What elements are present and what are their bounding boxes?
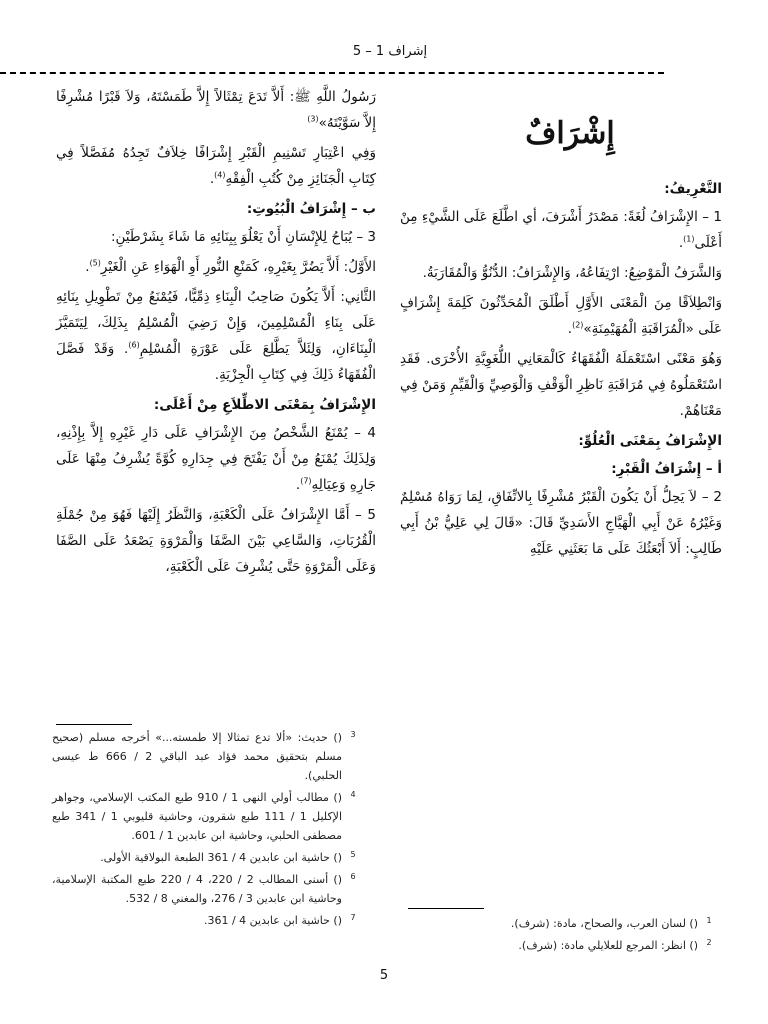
- footnote-ref-6[interactable]: (6): [128, 340, 140, 350]
- footnote-ref-5[interactable]: (5): [89, 258, 101, 268]
- footnote-item: 7 () حاشية ابن عابدين 4 / 361.: [203, 913, 356, 927]
- heading-height-meaning: الإِشْرَافُ بِمَعْنَى الْعُلُوِّ:: [578, 433, 722, 449]
- heading-grave: أ – إِشْرَافُ الْقَبْرِ:: [611, 461, 722, 477]
- paragraph-first-condition: الأَوَّلُ: أَلاَّ يَضُرَّ بِغَيْرِهِ، كَمَنْعِ النُّورِ أَوِ الْهَوَاءِ عَنِ الْغَيْرِ$^{(5)}$.: [85, 258, 376, 275]
- footnote-ref-4[interactable]: (4): [214, 170, 226, 180]
- heading-definition: التَّعْرِيفُ:: [664, 181, 722, 197]
- paragraph-hadith-continuation: رَسُولُ اللَّهِ ﷺ: أَلاَّ تَدَعَ تِمْثَالاً إِلاَّ طَمَسْتَهُ، وَلاَ قَبْرًا مُشْرِفًا إِلاَّ سَوَّيْتَهُ»$^{(3)}$: [56, 89, 376, 131]
- footnote-divider-left: [56, 724, 132, 725]
- paragraph-place-meaning: وَالشَّرَفُ الْمَوْضِعُ: ارْتِفَاعُهُ، وَالإِشْرَافُ: الدُّنُوُّ وَالْمُقَارَبَةُ.: [422, 265, 722, 281]
- paragraph-2-grave: 2 – لاَ يَحِلُّ أَنْ يَكُونَ الْقَبْرُ مُشْرِفًا بِالاتِّفَاقِ، لِمَا رَوَاهُ مُسْلِمٌ وَغَيْرُهُ عَنْ أَبِي الْهَيَّاجِ الأَسَدِيِّ قَالَ: «قَالَ لِي عَلِيُّ بْنُ أَبِي طَالِبٍ: أَلاَ أَبْعَثُكَ عَلَى مَا بَعَثَنِي عَلَيْهِ: [400, 489, 722, 557]
- paragraph-3-building: 3 – يُبَاحُ لِلإِنْسَانِ أَنْ يَعْلُوَ بِبِنَائِهِ مَا شَاءَ بِشَرْطَيْنِ:: [110, 229, 376, 245]
- footnotes-left: [52, 728, 364, 933]
- footnote-item: 1 () لسان العرب، والصحاح، مادة: (شرف).: [510, 916, 712, 930]
- footnote-ref-2[interactable]: (2): [572, 320, 584, 330]
- footnote-item: 6 () أسنى المطالب 2 / 220، 4 / 220 طبع المكتبة الإسلامية، وحاشية ابن عابدين 3 / 276، والمغني 8 / 532.: [52, 872, 356, 905]
- footnote-ref-7[interactable]: (7): [300, 476, 312, 486]
- right-column: [400, 176, 722, 566]
- footnote-ref-1[interactable]: (1): [683, 234, 695, 244]
- paragraph-1-language: 1 – الإِشْرَافُ لُغَةً: مَصْدَرُ أَشْرَفَ، أي اطَّلَعَ عَلَى الشَّيْءِ مِنْ أَعْلَى$^{(1)}$.: [400, 209, 722, 251]
- left-column: [56, 84, 376, 584]
- page-number: 5: [379, 968, 389, 983]
- paragraph-jurists-usage: وَهُوَ مَعْنًى اسْتَعْمَلَهُ الْفُقَهَاءُ كَالْمَعَانِي اللُّغَوِيَّةِ الأُخْرَى. فَقَدِ اسْتَعْمَلُوهُ فِي مُرَاقَبَةِ نَاظِرِ الْوَقْفِ وَالْوَصِيِّ وَالْقَيِّمِ وَمَنْ فِي مَعْنَاهُمْ.: [400, 351, 722, 419]
- footnote-divider-right: [408, 908, 484, 909]
- footnote-ref-3[interactable]: (3): [307, 114, 319, 124]
- paragraph-5-kaaba: 5 – أَمَّا الإِشْرَافُ عَلَى الْكَعْبَةِ، وَالنَّظَرُ إِلَيْهَا فَهُوَ مِنْ جُمْلَةِ الْقُرُبَاتِ، وَالسَّاعِي بَيْنَ الصَّفَا وَالْمَرْوَةِ يَصْعَدُ عَلَى الصَّفَا وَعَلَى الْمَرْوَةِ حَتَّى يُشْرِفَ عَلَى الْكَعْبَةِ،: [56, 507, 376, 575]
- footnotes-right: [404, 914, 720, 958]
- header-dashed-rule: [0, 72, 664, 74]
- paragraph-second-condition: الثَّانِي: أَلاَّ يَكُونَ صَاحِبُ الْبِنَاءِ ذِمِّيًّا، فَيُمْنَعُ مِنْ تَطْوِيلِ بِنَائِهِ عَلَى بِنَاءِ الْمُسْلِمِينَ، وَإِنْ رَضِيَ الْمُسْلِمُ بِذَلِكَ، لِيَتَمَيَّزَ الْبِنَاءَانِ، وَلِئَلاَّ يَطَّلِعَ عَلَى عَوْرَةِ الْمُسْلِمِ$^{(6)}$. وَقَدْ فَصَّلَ الْفُقَهَاءُ ذَلِكَ فِي كِتَابِ الْجِزْيَةِ.: [56, 289, 376, 383]
- running-header: إشراف 1 – 5: [352, 44, 428, 59]
- footnote-item: 5 () حاشية ابن عابدين 4 / 361 الطبعة البولاقية الأولى.: [100, 850, 356, 864]
- paragraph-4-neighbor: 4 – يُمْنَعُ الشَّخْصُ مِنَ الإِشْرَافِ عَلَى دَارِ غَيْرِهِ إِلاَّ بِإِذْنِهِ، وَلِذَلِكَ يُمْنَعُ مِنْ أَنْ يَفْتَحَ فِي جِدَارِهِ كُوَّةً يُشْرِفُ مِنْهَا عَلَى جَارِهِ وَعِيَالِهِ$^{(7)}$.: [56, 425, 376, 493]
- footnote-item: 2 () انظر: المرجع للعلايلي مادة: (شرف).: [518, 938, 712, 952]
- footnote-item: 4 () مطالب أولي النهى 1 / 910 طبع المكتب الإسلامي، وجواهر الإكليل 1 / 111 طبع شقرون، وحاشية قليوبي 1 / 341 طبع مصطفى الحلبي، وحاشية ابن عابدين 1 / 601.: [52, 790, 356, 842]
- heading-looking-down: الإِشْرَافُ بِمَعْنَى الاطِّلاَعِ مِنْ أَعْلَى:: [153, 397, 376, 413]
- heading-houses: ب – إِشْرَافُ الْبُيُوتِ:: [246, 201, 376, 217]
- entry-title: إِشْرَافٌ: [525, 116, 615, 151]
- footnote-item: 3 () حديث: «ألا تدع تمثالا إلا طمسته...» أخرجه مسلم (صحيح مسلم بتحقيق محمد فؤاد عبد الباقي 2 / 666 ط عيسى الحلبي).: [52, 730, 356, 782]
- paragraph-grave-elevation: وَفِي اعْتِبَارِ تَسْنِيمِ الْقَبْرِ إِشْرَافًا خِلاَفٌ تَجِدُهُ مُفَصَّلاً فِي كِتَابِ الْجَنَائِزِ مِنْ كُتُبِ الْفِقْهِ$^{(4)}$.: [56, 145, 376, 187]
- paragraph-modern-usage: وَانْطِلاَقًا مِنَ الْمَعْنَى الأَوَّلِ أَطْلَقَ الْمُحَدِّثُونَ كَلِمَةَ إِشْرَافٍ عَلَى «الْمُرَاقَبَةِ الْمُهَيْمِنَةِ»$^{(2)}$.: [400, 295, 722, 337]
